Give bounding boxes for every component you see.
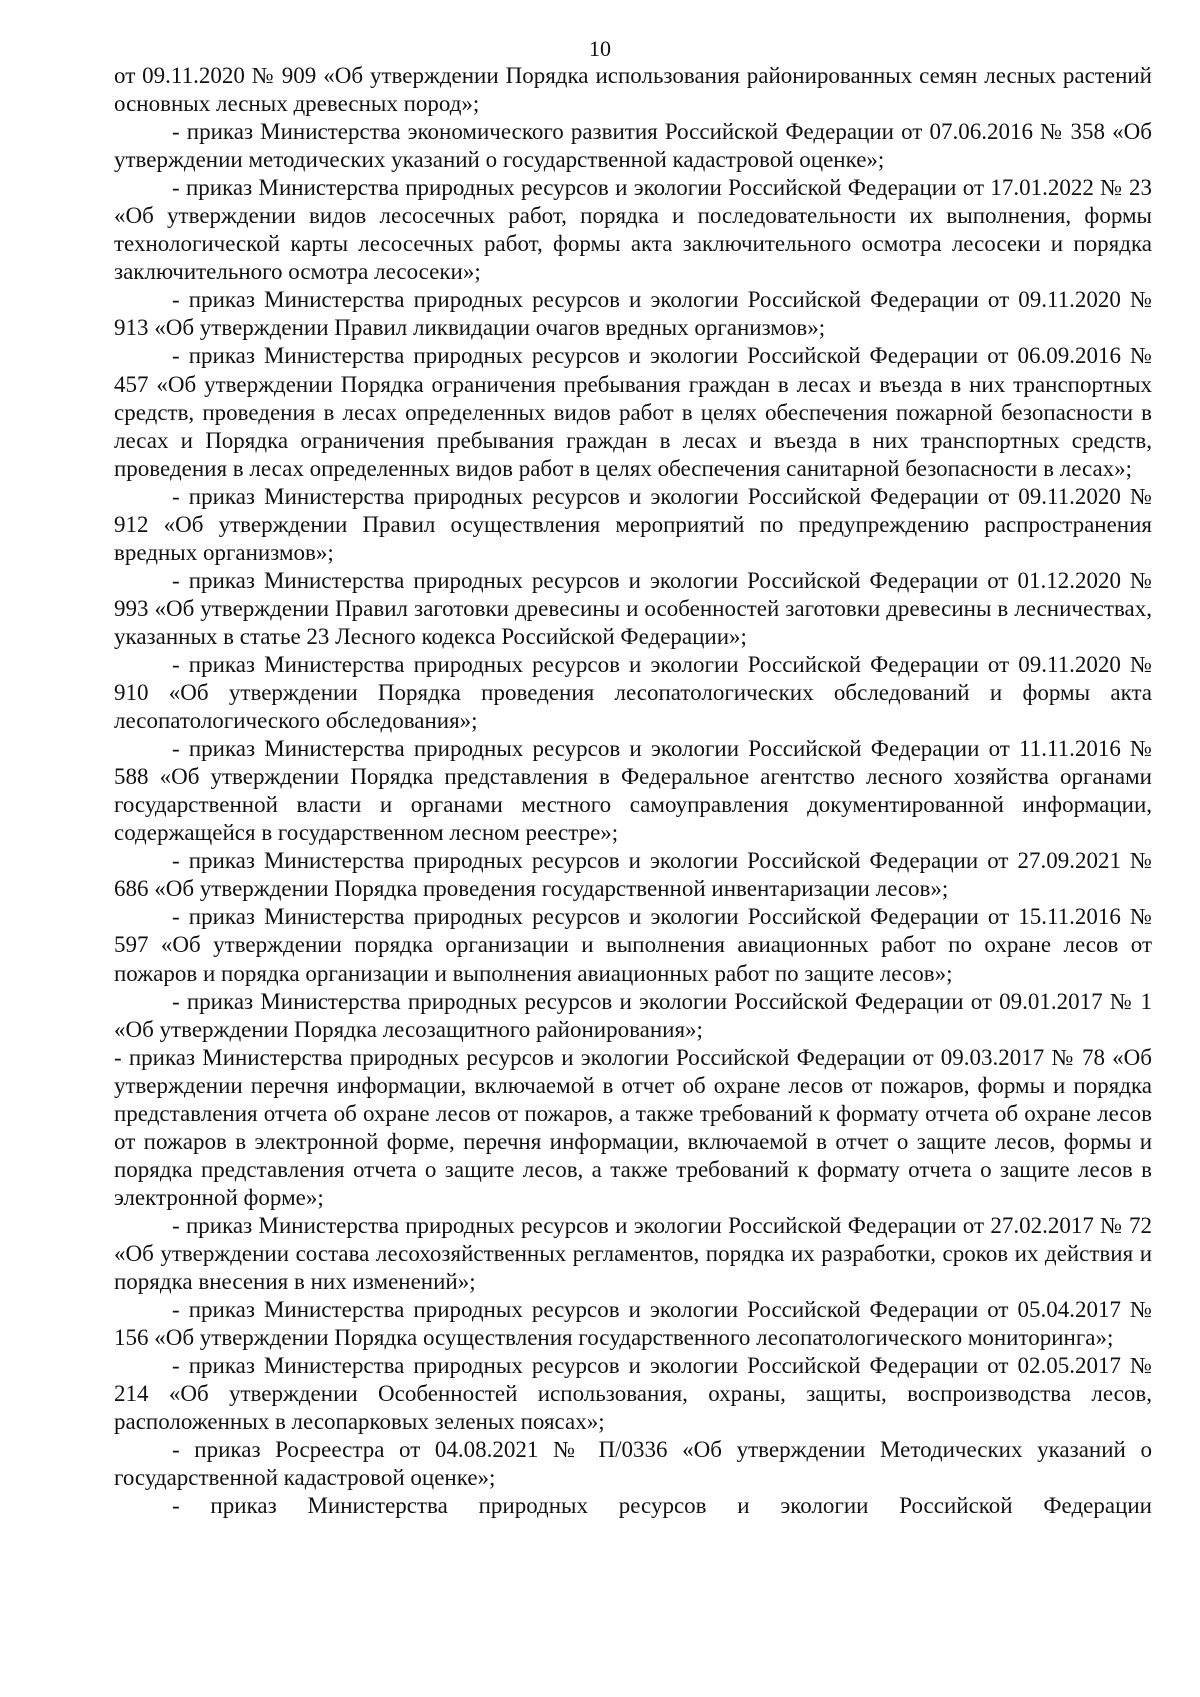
paragraph: - приказ Министерства природных ресурсов и экологии Российской Федерации от 27.02.2017 № 72 «Об утверждении состава лесохозяйственных регламентов, порядка их разработки, сроков их действия и порядка внесения в них изменений»;: [114, 1212, 1152, 1295]
paragraph: - приказ Министерства природных ресурсов и экологии Российской Федерации от 15.11.2016 № 597 «Об утверждении порядка организации и выполнения авиационных работ по охране лесов от пожаров и порядка организации и выполнения авиационных работ по защите лесов»;: [114, 904, 1152, 986]
paragraph: - приказ Министерства природных ресурсов и экологии Российской Федерации: [172, 1493, 1152, 1519]
paragraph: - приказ Министерства природных ресурсов и экологии Российской Федерации от 09.03.2017 № 78 «Об утверждении перечня информации, включаемой в отчет об охране лесов от пожаров, формы и порядка представления отчета об охране лесов от пожаров, а также требований к формату отчета об охране лесов от пожаров в электронной форме, перечня информации, включаемой в отчет о защите лесов, формы и порядка представления отчета о защите лесов, а также требований к формату отчета о защите лесов в электронной форме»;: [114, 1044, 1152, 1210]
document-body: [114, 62, 1152, 1520]
paragraph: - приказ Министерства природных ресурсов и экологии Российской Федерации от 01.12.2020 № 993 «Об утверждении Правил заготовки древесины и особенностей заготовки древесины в лесничествах, указанных в статье 23 Лесного кодекса Российской Федерации»;: [114, 567, 1152, 649]
paragraph: - приказ Министерства экономического развития Российской Федерации от 07.06.2016 № 358 «Об утверждении методических указаний о государственной кадастровой оценке»;: [114, 119, 1152, 173]
paragraph: - приказ Министерства природных ресурсов и экологии Российской Федерации от 02.05.2017 № 214 «Об утверждении Особенностей использования, охраны, защиты, воспроизводства лесов, расположенных в лесопарковых зеленых поясах»;: [114, 1353, 1152, 1435]
paragraph: - приказ Росреестра от 04.08.2021 № П/0336 «Об утверждении Методических указаний о государственной кадастровой оценке»;: [114, 1437, 1152, 1491]
paragraph: - приказ Министерства природных ресурсов и экологии Российской Федерации от 09.11.2020 № 913 «Об утверждении Правил ликвидации очагов вредных организмов»;: [114, 287, 1152, 341]
paragraph: - приказ Министерства природных ресурсов и экологии Российской Федерации от 11.11.2016 № 588 «Об утверждении Порядка представления в Федеральное агентство лесного хозяйства органами государственной власти и органами местного самоуправления документированной информации, содержащейся в государственном лесном реестре»;: [114, 736, 1152, 846]
paragraph: - приказ Министерства природных ресурсов и экологии Российской Федерации от 05.04.2017 № 156 «Об утверждении Порядка осуществления государственного лесопатологического мониторинга»;: [114, 1297, 1152, 1351]
paragraph: - приказ Министерства природных ресурсов и экологии Российской Федерации от 27.09.2021 № 686 «Об утверждении Порядка проведения государственной инвентаризации лесов»;: [114, 848, 1152, 902]
paragraph: - приказ Министерства природных ресурсов и экологии Российской Федерации от 09.01.2017 № 1 «Об утверждении Порядка лесозащитного районирования»;: [114, 988, 1152, 1042]
paragraph: - приказ Министерства природных ресурсов и экологии Российской Федерации от 17.01.2022 № 23 «Об утверждении видов лесосечных работ, порядка и последовательности их выполнения, формы технологической карты лесосечных работ, формы акта заключительного осмотра лесосеки и порядка заключительного осмотра лесосеки»;: [114, 175, 1152, 285]
paragraph: - приказ Министерства природных ресурсов и экологии Российской Федерации от 09.11.2020 № 910 «Об утверждении Порядка проведения лесопатологических обследований и формы акта лесопатологического обследования»;: [114, 651, 1152, 734]
paragraph: - приказ Министерства природных ресурсов и экологии Российской Федерации от 06.09.2016 № 457 «Об утверждении Порядка ограничения пребывания граждан в лесах и въезда в них транспортных средств, проведения в лесах определенных видов работ в целях обеспечения пожарной безопасности в лесах и Порядка ограничения пребывания граждан в лесах и въезда в них транспортных средств, проведения в лесах определенных видов работ в целях обеспечения санитарной безопасности в лесах»;: [114, 343, 1152, 481]
paragraph: от 09.11.2020 № 909 «Об утверждении Порядка использования районированных семян лесных растений основных лесных древесных пород»;: [114, 63, 1152, 117]
paragraph: - приказ Министерства природных ресурсов и экологии Российской Федерации от 09.11.2020 № 912 «Об утверждении Правил осуществления мероприятий по предупреждению распространения вредных организмов»;: [114, 483, 1152, 565]
page-number: 10: [589, 36, 611, 61]
